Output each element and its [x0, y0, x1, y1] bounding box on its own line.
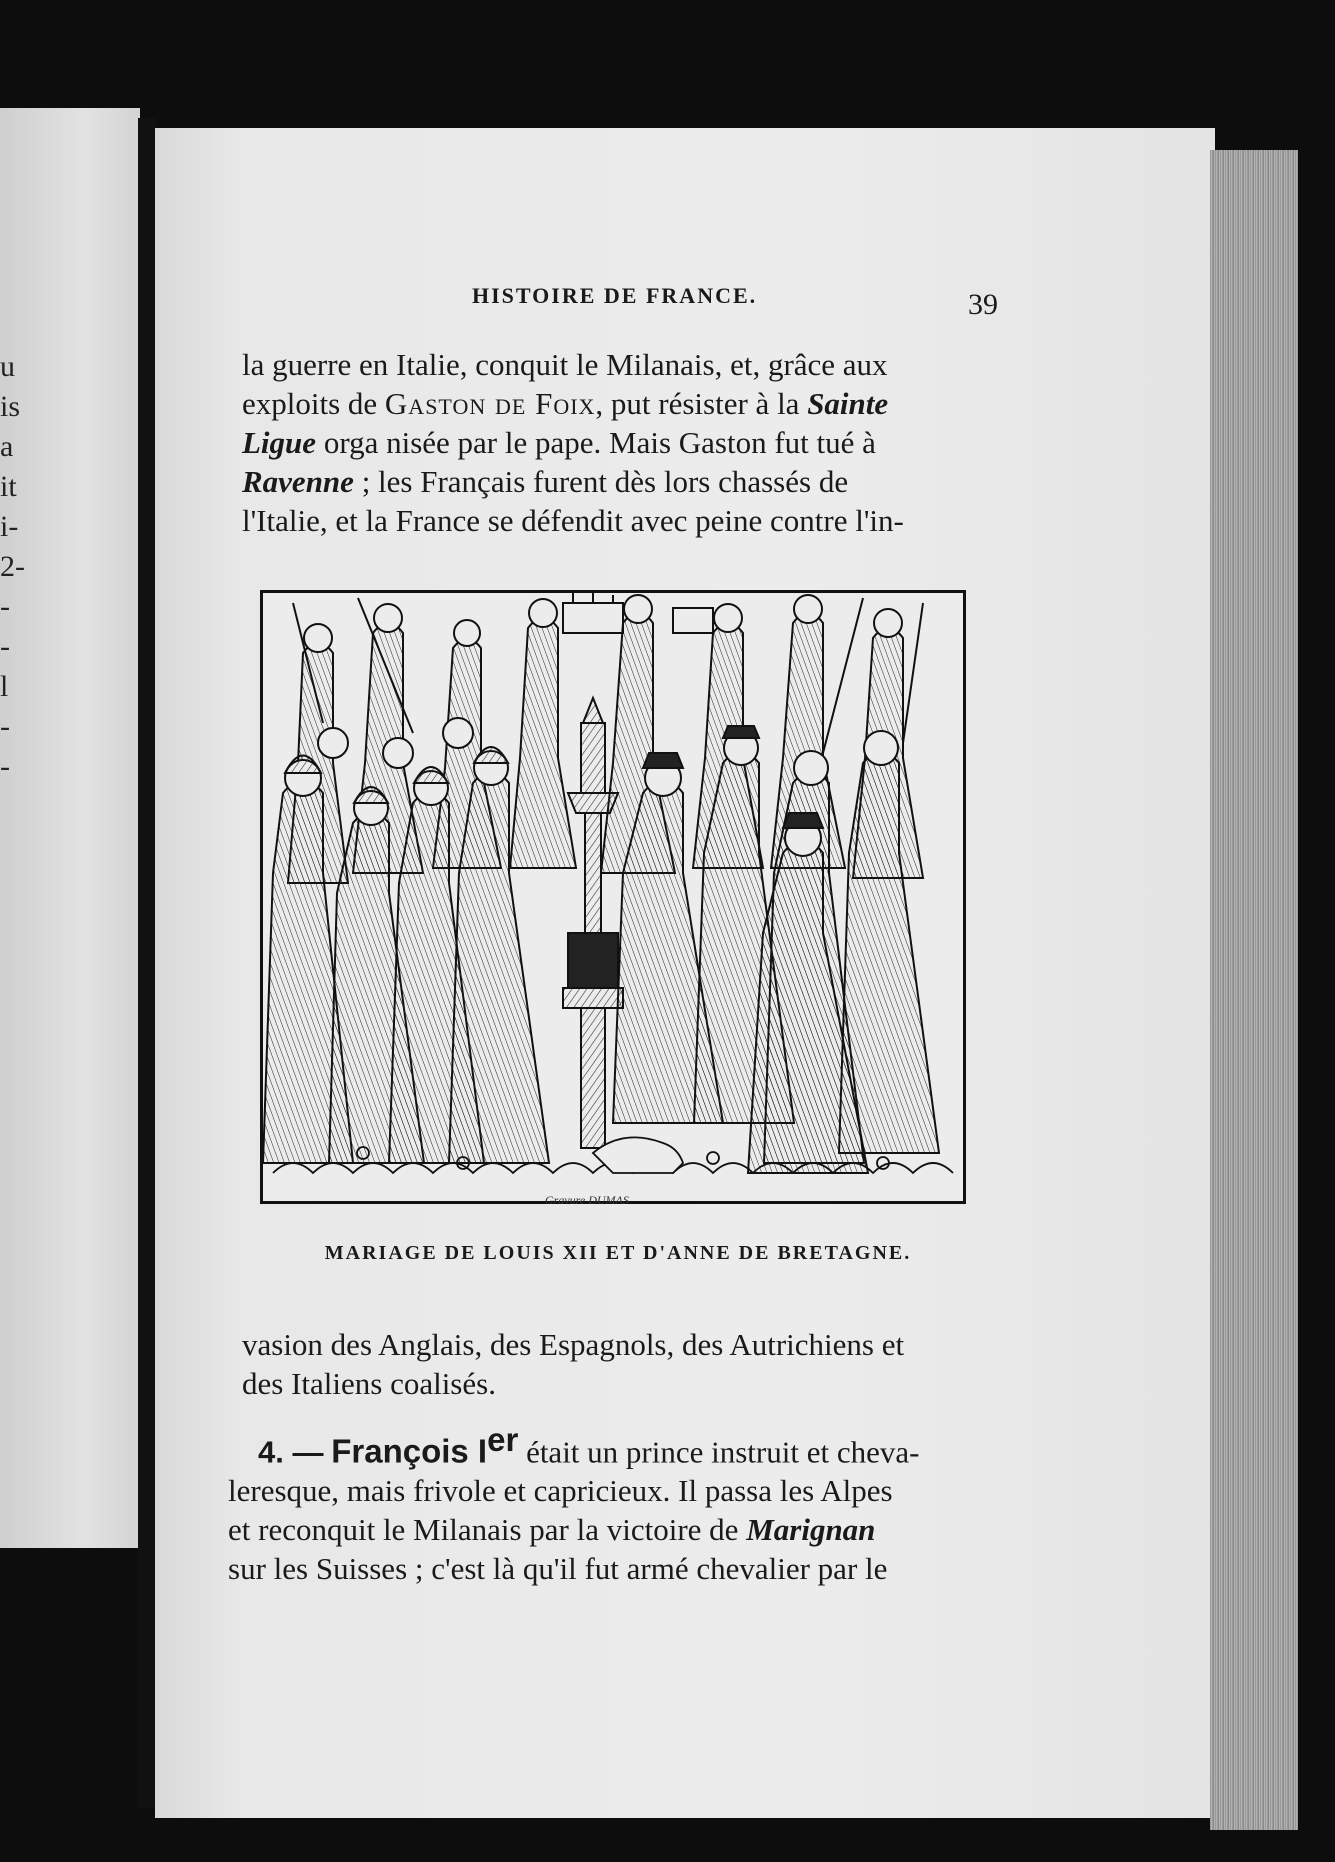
text-line: exploits de Gaston de Foix, put résister à la Sainte: [242, 386, 889, 421]
text-line: Ligue orga nisée par le pape. Mais Gaston fut tué à: [242, 425, 876, 460]
text-line: l'Italie, et la France se défendit avec peine contre l'in-: [242, 503, 904, 538]
section-4: [228, 1420, 1003, 1588]
figure-caption: MARIAGE DE LOUIS XII ET D'ANNE DE BRETAGNE.: [324, 1242, 912, 1264]
left-page-fragment: -: [0, 630, 10, 663]
left-page-fragment: a: [0, 430, 14, 463]
text-line: et reconquit le Milanais par la victoire de Marignan: [228, 1512, 876, 1548]
left-page-fragment: u: [0, 350, 15, 383]
engraving-picture: [263, 593, 963, 1201]
place-name: Ravenne: [242, 464, 354, 499]
left-page-fragment: -: [0, 750, 10, 783]
left-page-fragment: l: [0, 670, 9, 703]
section-number: 4. —: [258, 1434, 324, 1470]
text-line: 4. — François Ier était un prince instruit et cheva-: [258, 1421, 920, 1470]
place-name: Marignan: [746, 1512, 876, 1548]
paragraph-continued: [242, 1325, 1002, 1403]
page-number: 39: [968, 288, 998, 321]
left-page-fragment: is: [0, 390, 21, 423]
text-line: leresque, mais frivole et capricieux. Il passa les Alpes: [228, 1473, 893, 1509]
engraver-signature: Gravure DUMAS: [545, 1193, 629, 1207]
text-line: Ravenne ; les Français furent dès lors chassés de: [242, 464, 849, 499]
italic-term: Ligue: [242, 425, 317, 460]
left-page-fragment: it: [0, 470, 17, 503]
left-page-fragment: -: [0, 710, 10, 743]
page-block-edge: [1210, 150, 1298, 1830]
italic-term: Sainte: [807, 386, 889, 421]
left-page-fragment: -: [0, 590, 10, 623]
text-line: des Italiens coalisés.: [242, 1366, 496, 1401]
engraving-illustration: [260, 590, 966, 1204]
text-line: sur les Suisses ; c'est là qu'il fut armé chevalier par le: [228, 1551, 888, 1587]
section-title: François I: [331, 1432, 488, 1470]
left-page-fragment: 2-: [0, 550, 25, 583]
running-head: HISTOIRE DE FRANCE.: [472, 283, 758, 308]
text-line: la guerre en Italie, conquit le Milanais, et, grâce aux: [242, 347, 888, 382]
person-name: Gaston de Foix: [384, 386, 596, 421]
text-line: vasion des Anglais, des Espagnols, des Autrichiens et: [242, 1327, 905, 1362]
paragraph-top: [242, 345, 1002, 540]
left-page-fragment: i-: [0, 510, 19, 543]
section-title-sup: er: [487, 1421, 519, 1458]
book-gutter: [138, 118, 156, 1808]
previous-page-edge: [0, 108, 140, 1548]
